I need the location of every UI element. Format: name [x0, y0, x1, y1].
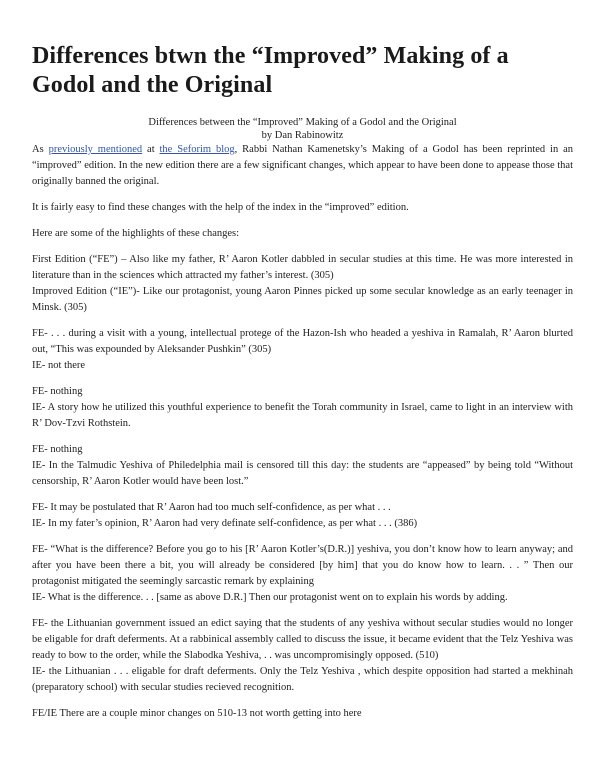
- intro-at: at: [147, 144, 155, 155]
- change-6-fe: FE- “What is the difference? Before you go to his [R’ Aaron Kotler’s(D.R.)] yeshiva, you don’t know how to learn anyway; and after you have been there a bit, you will already be considered [by him] that you do know how to learn. . . ” Then our protagonist mitigated the seemingly sarcastic remark by explaining: [32, 544, 573, 587]
- change-3-ie: IE- A story how he utilized this youthful experience to benefit the Torah community in Israel, came to light in an interview with R’ Dov-Tzvi Rothstein.: [32, 402, 573, 429]
- paragraph-index: It is fairly easy to find these changes with the help of the index in the “improved” edition.: [32, 202, 409, 213]
- change-5-ie: IE- In my fater’s opinion, R’ Aaron had very definate self-confidence, as per what . . . (386): [32, 518, 418, 529]
- change-3-fe: FE- nothing: [32, 386, 83, 397]
- seforim-blog-link[interactable]: the Seforim blog: [159, 144, 235, 155]
- change-7-ie: IE- the Lithuanian . . . eligable for draft deferments. Only the Telz Yeshiva , which despite opposition had started a mekhinah (preparatory school) with secular studies recieved recognition.: [32, 666, 573, 693]
- intro-as: As: [32, 144, 44, 155]
- change-8-note: FE/IE There are a couple minor changes on 510-13 not worth getting into here: [32, 708, 362, 719]
- change-2-ie: IE- not there: [32, 360, 86, 371]
- change-2-fe: FE- . . . during a visit with a young, intellectual protege of the Hazon-Ish who headed a yeshiva in Ramalah, R’ Aaron blurted out, “This was expounded by Aleksander Pushkin” (305): [32, 328, 573, 355]
- change-6-ie: IE- What is the difference. . . [same as above D.R.] Then our protagonist went on to explain his words by adding.: [32, 592, 508, 603]
- intro-rest: , Rabbi Nathan Kamenetsky’s Making of a Godol has been reprinted in an “improved” edition. In the new edition there are a few significant changes, which appear to have been done to appease those that originally banned the original.: [32, 144, 574, 187]
- previously-mentioned-link[interactable]: previously mentioned: [48, 144, 143, 155]
- change-5-fe: FE- It may be postulated that R’ Aaron had too much self-confidence, as per what . . .: [32, 502, 391, 513]
- change-7-fe: FE- the Lithuanian government issued an edict saying that the students of any yeshiva without secular studies would no longer be eligable for draft deferments. At a rabbinical assembly called to discuss the issue, it became evident that the Telz Yeshiva was ready to bow to the order, while the Slabodka Yeshiva, . . was uncompromisingly opposed. (510): [32, 618, 573, 661]
- change-1-ie: Improved Edition (“IE”)- Like our protagonist, young Aaron Pinnes picked up some secular knowledge as an early teenager in Minsk. (305): [32, 286, 573, 313]
- subtitle: Differences between the “Improved” Making of a Godol and the Original: [148, 117, 457, 128]
- page-title: Differences btwn the “Improved” Making of a Godol and the Original: [32, 43, 509, 98]
- intro-paragraph: [32, 142, 573, 190]
- document-page: [32, 42, 573, 722]
- paragraph-highlights: Here are some of the highlights of these changes:: [32, 228, 240, 239]
- byline: by Dan Rabinowitz: [261, 130, 344, 141]
- change-4-fe: FE- nothing: [32, 444, 83, 455]
- change-4-ie: IE- In the Talmudic Yeshiva of Philedelphia mail is censored till this day: the students are “appeased” by being told “Without censorship, R’ Aaron Kotler would have been lost.”: [32, 460, 573, 487]
- change-1-fe: First Edition (“FE”) – Also like my father, R’ Aaron Kotler dabbled in secular studies at this time. He was more interested in literature than in the sciences which attracted my father’s interest. (305): [32, 254, 573, 281]
